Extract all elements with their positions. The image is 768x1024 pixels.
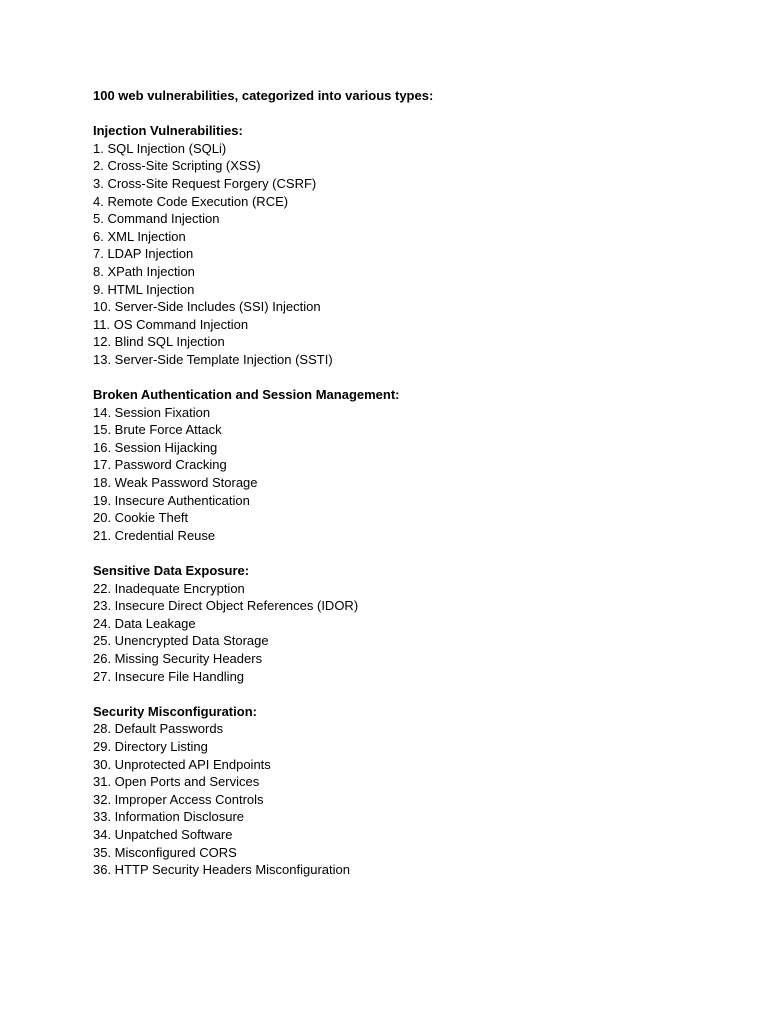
list-item: 33. Information Disclosure (93, 809, 245, 825)
list-item: 3. Cross-Site Request Forgery (CSRF) (93, 175, 317, 191)
list-item: 1. SQL Injection (SQLi) (93, 140, 227, 156)
list-item: 12. Blind SQL Injection (93, 334, 225, 350)
document-page (93, 87, 733, 879)
section-heading: Broken Authentication and Session Management: (93, 387, 400, 403)
list-item: 27. Insecure File Handling (93, 668, 245, 684)
list-item: 8. XPath Injection (93, 263, 195, 279)
list-item: 29. Directory Listing (93, 738, 208, 754)
list-item: 13. Server-Side Template Injection (SSTI) (93, 351, 333, 367)
list-item: 32. Improper Access Controls (93, 791, 264, 807)
vulnerability-list (93, 720, 733, 878)
list-item: 5. Command Injection (93, 211, 220, 227)
list-item: 16. Session Hijacking (93, 439, 218, 455)
section-security-misconfiguration (93, 703, 733, 879)
list-item: 34. Unpatched Software (93, 826, 233, 842)
list-item: 26. Missing Security Headers (93, 651, 263, 666)
section-injection-vulnerabilities (93, 122, 733, 368)
section-heading: Sensitive Data Exposure: (93, 563, 250, 579)
list-item: 30. Unprotected API Endpoints (93, 756, 271, 772)
list-item: 24. Data Leakage (93, 615, 196, 631)
vulnerability-list (93, 404, 733, 545)
section-broken-authentication (93, 386, 733, 544)
list-item: 28. Default Passwords (93, 721, 224, 737)
list-item: 10. Server-Side Includes (SSI) Injection (93, 299, 321, 315)
list-item: 14. Session Fixation (93, 404, 211, 420)
list-item: 7. LDAP Injection (93, 246, 194, 262)
list-item: 23. Insecure Direct Object References (IDOR) (93, 598, 359, 614)
list-item: 20. Cookie Theft (93, 510, 189, 526)
list-item: 36. HTTP Security Headers Misconfiguration (93, 862, 350, 878)
list-item: 31. Open Ports and Services (93, 774, 260, 790)
list-item: 21. Credential Reuse (93, 527, 216, 543)
list-item: 2. Cross-Site Scripting (XSS) (93, 158, 261, 174)
list-item: 4. Remote Code Execution (RCE) (93, 193, 289, 209)
vulnerability-list (93, 140, 733, 369)
list-item: 18. Weak Password Storage (93, 475, 258, 491)
vulnerability-list (93, 580, 733, 686)
list-item: 6. XML Injection (93, 228, 186, 244)
section-heading: Security Misconfiguration: (93, 703, 257, 719)
document-title: 100 web vulnerabilities, categorized into various types: (93, 88, 434, 103)
list-item: 19. Insecure Authentication (93, 492, 250, 508)
list-item: 9. HTML Injection (93, 281, 195, 297)
list-item: 35. Misconfigured CORS (93, 844, 237, 860)
section-sensitive-data-exposure (93, 562, 733, 685)
list-item: 15. Brute Force Attack (93, 422, 222, 438)
list-item: 22. Inadequate Encryption (93, 580, 245, 596)
list-item: 11. OS Command Injection (93, 316, 249, 332)
list-item: 17. Password Cracking (93, 457, 227, 473)
section-heading: Injection Vulnerabilities: (93, 123, 243, 139)
list-item: 25. Unencrypted Data Storage (93, 633, 269, 649)
